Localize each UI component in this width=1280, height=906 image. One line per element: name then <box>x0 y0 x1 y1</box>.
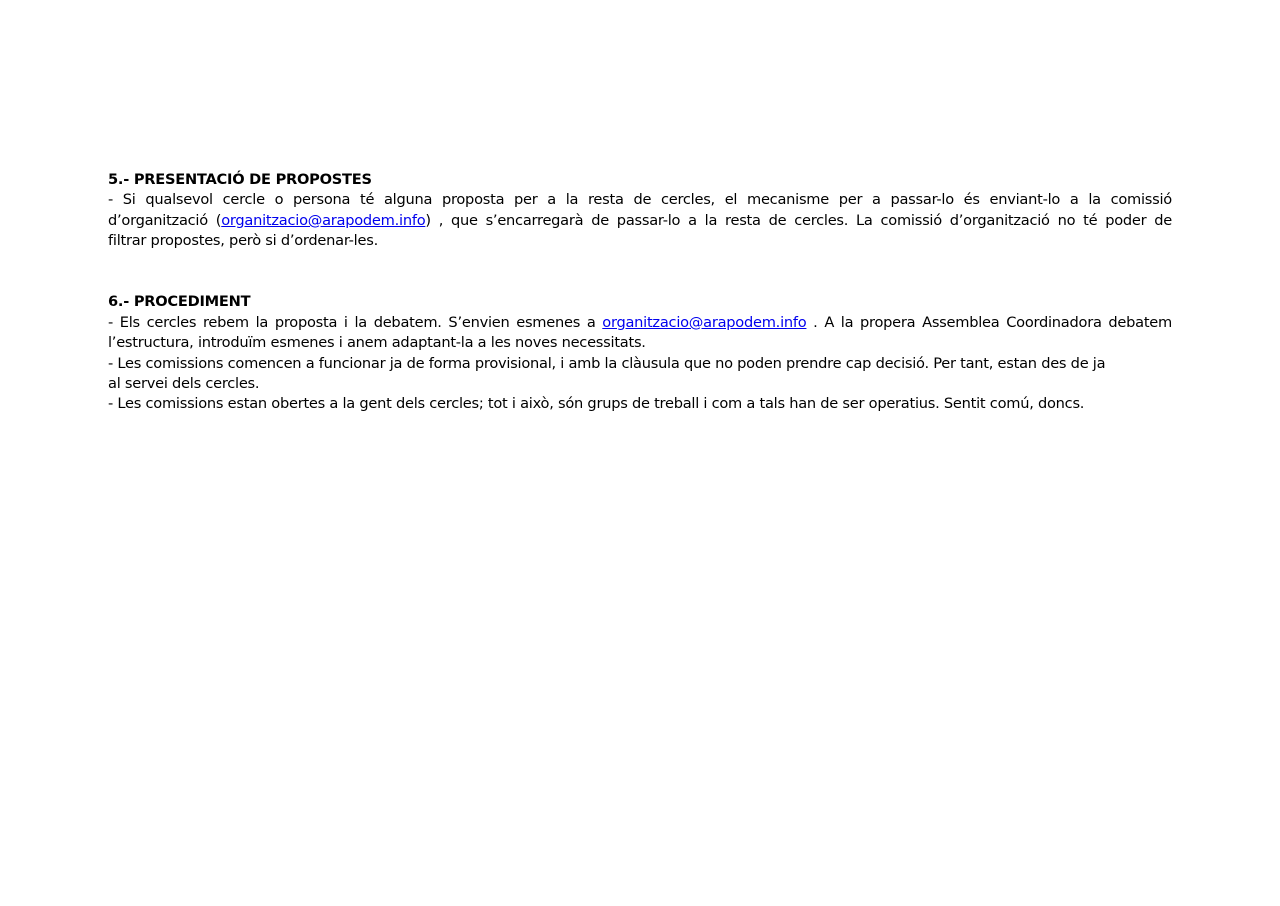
section-6-line-3: - Les comissions comencen a funcionar ja de forma provisional, i amb la clàusula que no poden prendre cap decisió. Per tant, estan des de ja <box>108 354 1106 372</box>
section-5-line-2 <box>108 211 1172 231</box>
section-6-line-5: - Les comissions estan obertes a la gent dels cercles; tot i això, són grups de treball i com a tals han de ser operatius. Sentit comú, doncs. <box>108 395 1085 413</box>
section-6-line-4: al servei dels cercles. <box>108 374 260 392</box>
section-6-line-1 <box>108 313 1172 333</box>
section-6-line-2: l’estructura, introduïm esmenes i anem adaptant-la a les noves necessitats. <box>108 334 646 352</box>
section-6-heading: 6.- PROCEDIMENT <box>108 293 251 311</box>
text: - Els cercles rebem la proposta i la debatem. S’envien esmenes a <box>108 313 603 331</box>
section-5-line-3: filtrar propostes, però si d’ordenar-les. <box>108 232 378 250</box>
document-page <box>108 170 1172 415</box>
text: d’organització ( <box>108 211 222 229</box>
text: . A la propera Assemblea Coordinadora debatem <box>806 313 1172 331</box>
section-5-line-1: - Si qualsevol cercle o persona té alguna proposta per a la resta de cercles, el mecanisme per a passar-lo és enviant-lo a la comissió <box>108 191 1172 209</box>
email-link[interactable]: organitzacio@arapodem.info <box>221 211 426 229</box>
text: ) , que s’encarregarà de passar-lo a la resta de cercles. La comissió d’organització no té poder de <box>425 211 1172 229</box>
email-link[interactable]: organitzacio@arapodem.info <box>602 313 807 331</box>
section-5-heading: 5.- PRESENTACIÓ DE PROPOSTES <box>108 171 372 188</box>
